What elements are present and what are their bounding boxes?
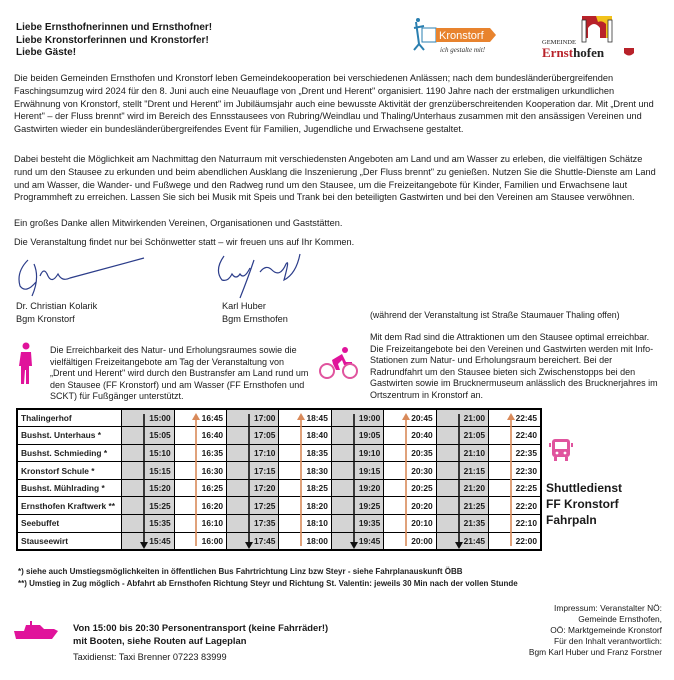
time-cell: 18:45	[279, 409, 331, 427]
stop-name: Seebuffet	[17, 515, 122, 533]
time-cell: 15:25	[122, 497, 174, 515]
signatory-huber	[222, 300, 288, 326]
table-row	[17, 479, 541, 497]
table-row	[17, 532, 541, 550]
time-cell: 22:35	[489, 444, 541, 462]
svg-text:Kronstorf: Kronstorf	[439, 30, 484, 42]
time-cell: 21:45	[436, 532, 488, 550]
time-cell: 15:15	[122, 462, 174, 480]
time-cell: 21:05	[436, 427, 488, 445]
greeting	[16, 22, 212, 60]
road-note: (während der Veranstaltung ist Straße Staumauer Thaling offen)	[370, 310, 620, 320]
time-cell: 20:20	[384, 497, 436, 515]
time-cell: 17:45	[227, 532, 279, 550]
time-cell: 20:35	[384, 444, 436, 462]
boat-line: Von 15:00 bis 20:30 Personentransport (keine Fahrräder!)	[73, 622, 329, 633]
impressum	[529, 603, 662, 658]
time-cell: 22:30	[489, 462, 541, 480]
time-cell: 19:45	[331, 532, 383, 550]
time-cell: 22:00	[489, 532, 541, 550]
bicycle-icon	[318, 346, 360, 380]
intro-paragraph: Die beiden Gemeinden Ernsthofen und Kronstorf leben Gemeindekooperation bei verschiedenen Anlässen; nach dem bundesländerübergreifenden Faschingsumzug wird 2024 für den 8. Juni auch eine Neuauflage von „Drent und Herent" organisiert. 1190 Jahre nach der erstmaligen urkundlichen Erwähnung von Kronstorf, stellt "Drent und Herent" im Jubiläumsjahr auch eine bewusste Aktivität der grenzüberschreitenden Kooperation dar. Mit „Drent und Herent" – der Fluss brennt" wird im Bereich des Ennsstausees von Rubring/Weindlau und Thaling/Unterhaus zusammen mit den ansässigen Vereinen und Gastwirten wieder ein bundesländerübergreifendes Event für Familien, Jugendliche und Erwachsene gestaltet.	[14, 73, 654, 135]
table-row	[17, 462, 541, 480]
bicycle-info: Mit dem Rad sind die Attraktionen um den Stausee optimal erreichbar. Die Freizeitangebote bei den Vereinen und Gastwirten werden mit Info-Stationen zum Natur- und Erholungsraum bereichert. Bei der Radrundfahrt um den Stausee bieten sich Zwischenstopps bei den Gastwirten sowie im Brucknermuseum anlässlich des Brucknerjahres im Ortszentrum in Kronstorf an.	[370, 332, 658, 400]
time-cell: 15:45	[122, 532, 174, 550]
time-cell: 16:10	[174, 515, 226, 533]
stop-name: Bushst. Mühlrading *	[17, 479, 122, 497]
time-cell: 15:00	[122, 409, 174, 427]
boat-info	[73, 621, 328, 647]
time-cell: 21:15	[436, 462, 488, 480]
kronstorf-logo	[410, 14, 502, 58]
time-cell: 21:35	[436, 515, 488, 533]
time-cell: 21:00	[436, 409, 488, 427]
signature-huber	[210, 250, 320, 300]
time-cell: 15:10	[122, 444, 174, 462]
time-cell: 17:25	[227, 497, 279, 515]
boat-icon	[14, 619, 60, 641]
shuttle-line: Shuttledienst	[546, 481, 623, 495]
shuttle-timetable	[16, 408, 542, 551]
time-cell: 22:40	[489, 427, 541, 445]
greeting-line: Liebe Kronstorferinnen und Kronstorfer!	[16, 34, 209, 46]
signatory-role: Bgm Kronstorf	[16, 314, 75, 324]
boat-line: mit Booten, siehe Routen auf Lageplan	[73, 635, 247, 646]
shuttle-line: FF Kronstorf	[546, 497, 619, 511]
shuttle-line: Fahrpaln	[546, 513, 597, 527]
stop-name: Bushst. Schmieding *	[17, 444, 122, 462]
impressum-line: Für den Inhalt verantwortlich:	[554, 636, 662, 646]
time-cell: 19:10	[331, 444, 383, 462]
signatory-name: Karl Huber	[222, 301, 266, 311]
table-row	[17, 515, 541, 533]
time-cell: 18:40	[279, 427, 331, 445]
time-cell: 18:10	[279, 515, 331, 533]
svg-text:Ernsthofen: Ernsthofen	[542, 45, 605, 60]
pedestrian-info: Die Erreichbarkeit des Natur- und Erholungsraumes sowie die vielfältigen Freizeitangebote am Tag der Veranstaltung von „Drent und Herent" wird durch den Bustransfer am Land rund um den Stausee (FF Kronstorf) und am Wasser (FF Ernsthofen und SCKT) für Fußgänger unterstützt.	[50, 345, 309, 402]
time-cell: 17:05	[227, 427, 279, 445]
activities-paragraph: Dabei besteht die Möglichkeit am Nachmittag den Naturraum mit verschiedensten Angeboten am Land und am Wasser zu erleben, die vielfältigen Schätze rund um den Stausee zu erkunden und beim abendlichen Ausklang die Inszenierung „Der Fluss brennt" zu genießen. Nutzen Sie die Shuttle-Dienste am Land und am Wasser, die Wander- und Fußwege und den Radweg rund um den Stausee, um die Freizeitangebote für Kinder, Familien und Erwachsene laut Programmheft zu erreichen. Lassen Sie sich bei Musik mit Speis und Trank bei den beteiligten Gastwirten und bei den Vereinen am Stausee verwöhnen.	[14, 154, 656, 203]
time-cell: 18:30	[279, 462, 331, 480]
time-cell: 16:20	[174, 497, 226, 515]
time-cell: 15:35	[122, 515, 174, 533]
footnote-train: **) Umstieg in Zug möglich - Abfahrt ab Ernsthofen Richtung Steyr und Richtung St. Valentin: jeweils 30 Min nach der vollen Stunde	[18, 579, 518, 588]
time-cell: 19:35	[331, 515, 383, 533]
time-cell: 19:05	[331, 427, 383, 445]
time-cell: 21:10	[436, 444, 488, 462]
time-cell: 18:35	[279, 444, 331, 462]
signature-kolarik	[14, 252, 154, 302]
time-cell: 16:40	[174, 427, 226, 445]
time-cell: 22:20	[489, 497, 541, 515]
time-cell: 16:25	[174, 479, 226, 497]
greeting-line: Liebe Gäste!	[16, 47, 77, 58]
time-cell: 17:20	[227, 479, 279, 497]
time-cell: 15:20	[122, 479, 174, 497]
time-cell: 21:20	[436, 479, 488, 497]
time-cell: 20:10	[384, 515, 436, 533]
svg-text:ich gestalte mit!: ich gestalte mit!	[440, 46, 486, 54]
stop-name: Kronstorf Schule *	[17, 462, 122, 480]
time-cell: 16:45	[174, 409, 226, 427]
time-cell: 15:05	[122, 427, 174, 445]
impressum-line: OÖ: Marktgemeinde Kronstorf	[550, 625, 662, 635]
signatory-kolarik	[16, 300, 97, 326]
time-cell: 20:25	[384, 479, 436, 497]
time-cell: 17:35	[227, 515, 279, 533]
pedestrian-icon	[14, 342, 38, 386]
time-cell: 19:15	[331, 462, 383, 480]
signatory-role: Bgm Ernsthofen	[222, 314, 288, 324]
table-row	[17, 409, 541, 427]
time-cell: 21:25	[436, 497, 488, 515]
bus-icon	[548, 437, 574, 463]
time-cell: 16:35	[174, 444, 226, 462]
time-cell: 18:20	[279, 497, 331, 515]
time-cell: 16:30	[174, 462, 226, 480]
stop-name: Stauseewirt	[17, 532, 122, 550]
table-row	[17, 497, 541, 515]
signatory-name: Dr. Christian Kolarik	[16, 301, 98, 311]
impressum-line: Gemeinde Ernsthofen,	[578, 614, 662, 624]
time-cell: 17:10	[227, 444, 279, 462]
time-cell: 22:10	[489, 515, 541, 533]
greeting-line: Liebe Ernsthofnerinnen und Ernsthofner!	[16, 22, 213, 33]
ernsthofen-arch-icon	[536, 14, 640, 60]
kronstorf-figure-icon	[410, 14, 502, 58]
time-cell: 20:30	[384, 462, 436, 480]
time-cell: 19:00	[331, 409, 383, 427]
table-row	[17, 427, 541, 445]
time-cell: 18:00	[279, 532, 331, 550]
time-cell: 17:00	[227, 409, 279, 427]
time-cell: 17:15	[227, 462, 279, 480]
time-cell: 20:45	[384, 409, 436, 427]
time-cell: 22:25	[489, 479, 541, 497]
time-cell: 19:25	[331, 497, 383, 515]
time-cell: 22:45	[489, 409, 541, 427]
stop-name: Bushst. Unterhaus *	[17, 427, 122, 445]
thanks-paragraph: Ein großes Danke allen Mitwirkenden Vereinen, Organisationen und Gaststätten.	[14, 218, 343, 228]
impressum-line: Impressum: Veranstalter NÖ:	[554, 603, 662, 613]
taxi-info: Taxidienst: Taxi Brenner 07223 83999	[73, 652, 227, 662]
ernsthofen-logo	[536, 14, 640, 60]
impressum-line: Bgm Karl Huber und Franz Forstner	[528, 647, 662, 657]
svg-text:GEMEINDE: GEMEINDE	[542, 39, 576, 46]
shuttle-title	[546, 480, 622, 528]
time-cell: 20:00	[384, 532, 436, 550]
time-cell: 18:25	[279, 479, 331, 497]
stop-name: Ernsthofen Kraftwerk **	[17, 497, 122, 515]
weather-paragraph: Die Veranstaltung findet nur bei Schönwetter statt – wir freuen uns auf Ihr Kommen.	[14, 237, 355, 247]
footnote-bus: *) siehe auch Umstiegsmöglichkeiten in öffentlichen Bus Fahrtrichtung Linz bzw Steyr - siehe Fahrplanauskunft ÖBB	[18, 567, 463, 576]
time-cell: 16:00	[174, 532, 226, 550]
time-cell: 20:40	[384, 427, 436, 445]
time-cell: 19:20	[331, 479, 383, 497]
table-row	[17, 444, 541, 462]
stop-name: Thalingerhof	[17, 409, 122, 427]
